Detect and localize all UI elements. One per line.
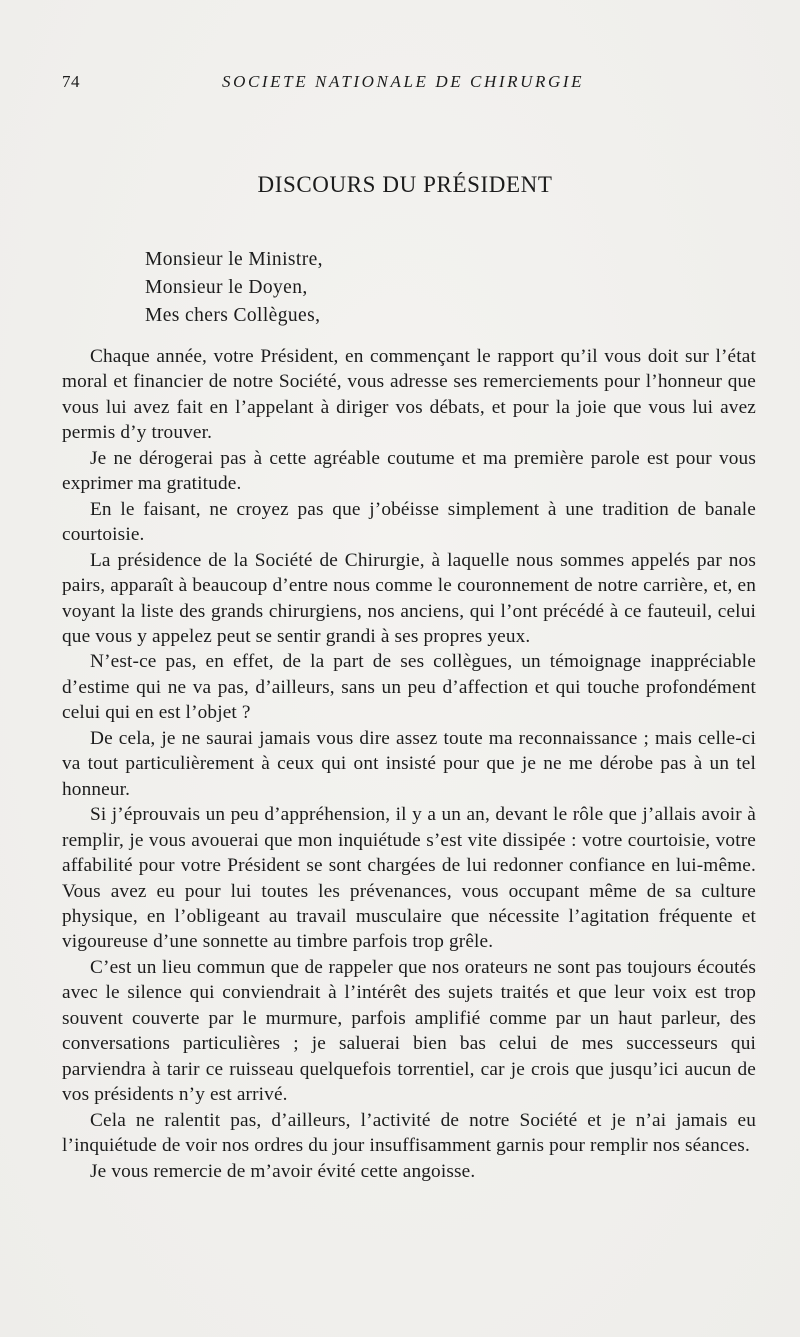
paragraph: N’est-ce pas, en effet, de la part de ses collègues, un témoignage inappréciable d’estime qui ne va pas, d’ailleurs, sans un peu d’affection et qui touche profondément celui qui en est l’objet ? [62, 651, 756, 724]
salutation-line: Monsieur le Doyen, [145, 277, 308, 298]
salutation-block [145, 246, 323, 330]
paragraph: De cela, je ne saurai jamais vous dire assez toute ma reconnaissance ; mais celle-ci va tout particulièrement à ceux qui ont insisté pour que je ne me dérobe pas à un tel honneur. [62, 727, 756, 800]
page-number: 74 [62, 72, 80, 91]
paragraph: Si j’éprouvais un peu d’appréhension, il y a un an, devant le rôle que j’allais avoir à remplir, je vous avouerai que mon inquiétude s’est vite dissipée : votre courtoisie, votre affabilité pour votre Président se sont chargées de lui redonner confiance en lui-même. Vous avez eu pour lui toutes les prévenances, vous occupant même de sa culture physique, en l’obligeant au travail musculaire que nécessite l’agitation fréquente et vigoureuse d’une sonnette au timbre parfois trop grêle. [62, 804, 756, 953]
paragraph: La présidence de la Société de Chirurgie, à laquelle nous sommes appelés par nos pairs, apparaît à beaucoup d’entre nous comme le couronnement de notre carrière, et, en voyant la liste des grands chirurgiens, nos anciens, qui l’ont précédé à ce fauteuil, celui que vous y appelez peut se sentir grandi à ses propres yeux. [62, 549, 756, 647]
section-title: DISCOURS DU PRÉSIDENT [257, 172, 553, 197]
journal-title: SOCIETE NATIONALE DE CHIRURGIE [222, 72, 585, 91]
paragraph: Je vous remercie de m’avoir évité cette angoisse. [90, 1160, 476, 1182]
running-header [62, 72, 738, 98]
paragraph: Chaque année, votre Président, en commençant le rapport qu’il vous doit sur l’état moral et financier de notre Société, vous adresse ses remerciements pour l’honneur que vous lui avez fait en l’appelant à diriger vos débats, et pour la joie que vous lui avez permis d’y trouver. [62, 346, 756, 444]
speech-body [62, 344, 756, 1184]
paragraph: En le faisant, ne croyez pas que j’obéisse simplement à une tradition de banale courtoisie. [62, 498, 756, 546]
salutation-line: Mes chers Collègues, [145, 305, 321, 326]
paragraph: Je ne dérogerai pas à cette agréable coutume et ma première parole est pour vous exprimer ma gratitude. [62, 447, 756, 495]
paragraph: C’est un lieu commun que de rappeler que nos orateurs ne sont pas toujours écoutés avec le silence qui conviendrait à l’intérêt des sujets traités et que leur voix est trop souvent couverte par le murmure, parfois amplifié comme par un haut parleur, des conversations particulières ; je saluerai bien bas celui de mes successeurs qui parviendra à tarir ce ruisseau quelquefois torrentiel, car je crois que jusqu’ici aucun de vos présidents n’y est arrivé. [62, 956, 756, 1106]
salutation-line: Monsieur le Ministre, [145, 249, 323, 270]
paragraph: Cela ne ralentit pas, d’ailleurs, l’activité de notre Société et je n’ai jamais eu l’inquiétude de voir nos ordres du jour insuffisamment garnis pour remplir nos séances. [62, 1109, 756, 1157]
